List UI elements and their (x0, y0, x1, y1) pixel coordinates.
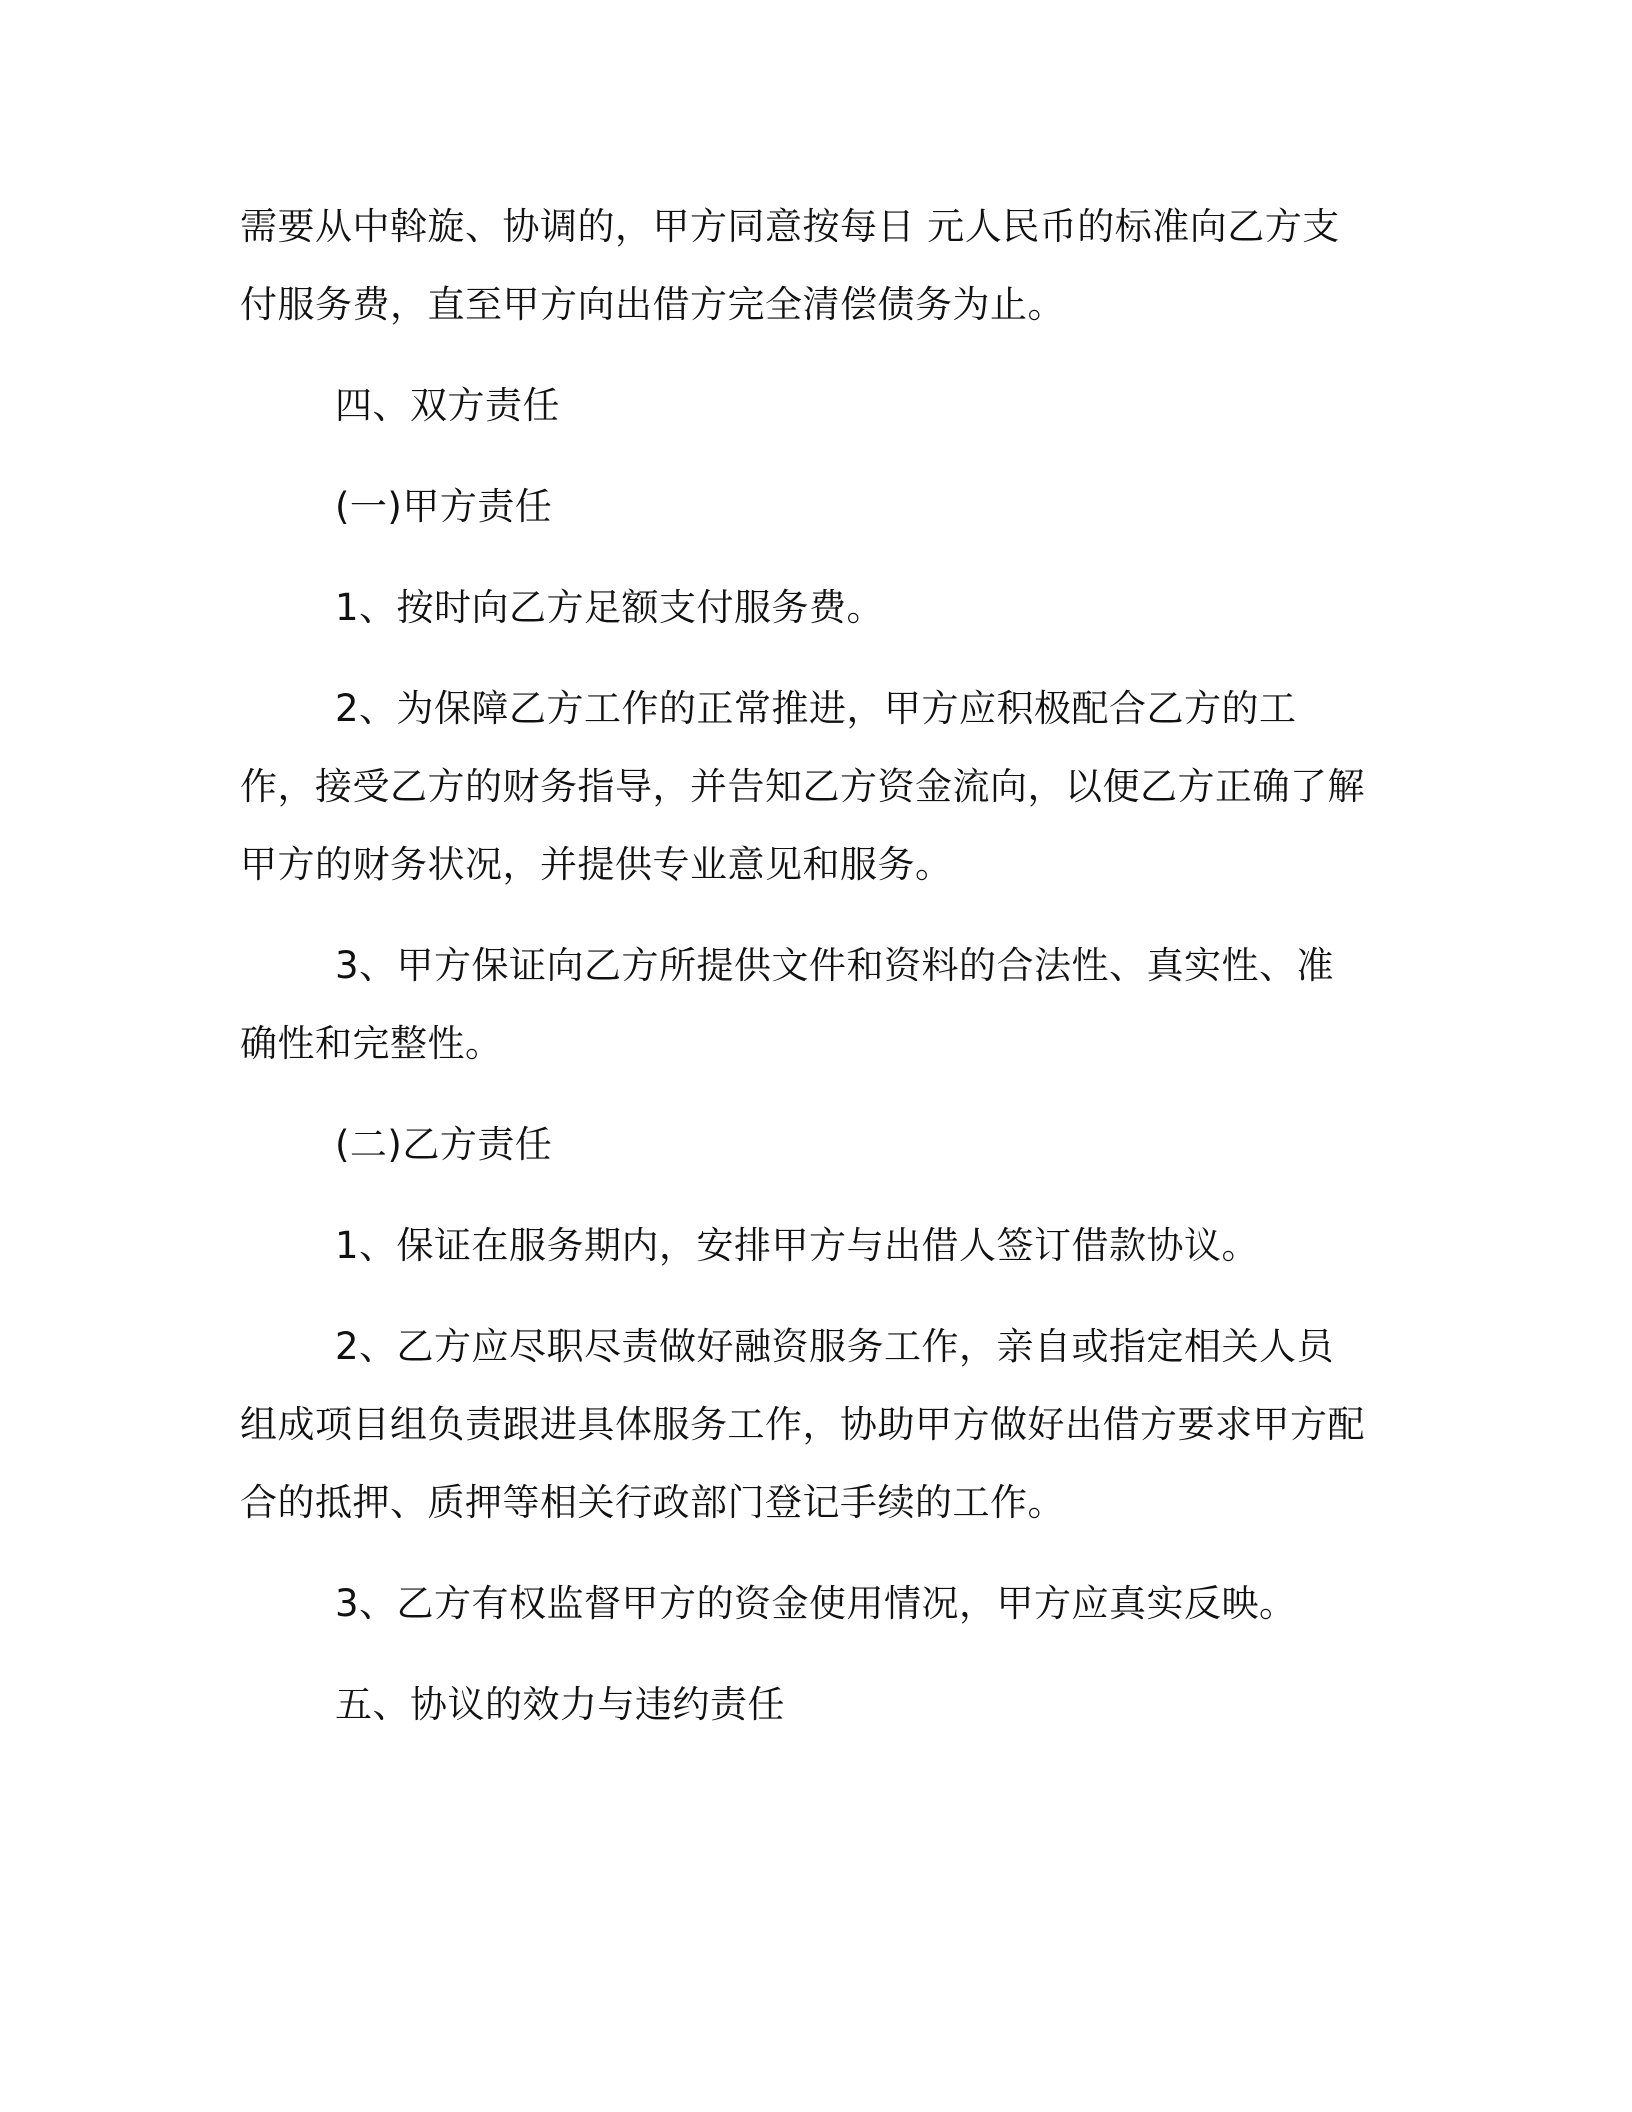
party-a-clause-3: 3、甲方保证向乙方所提供文件和资料的合法性、真实性、准确性和完整性。 (240, 944, 1335, 1065)
section-heading-validity-liability: 五、协议的效力与违约责任 (335, 1683, 785, 1726)
section-heading-mutual-responsibilities: 四、双方责任 (335, 384, 560, 427)
paragraph-continuation: 需要从中斡旋、协调的，甲方同意按每日 元人民币的标准向乙方支付服务费，直至甲方向出借方完全清偿债务为止。 (240, 205, 1340, 326)
party-b-clause-3: 3、乙方有权监督甲方的资金使用情况，甲方应真实反映。 (335, 1582, 1297, 1625)
subsection-heading-party-b: (二)乙方责任 (335, 1123, 553, 1166)
subsection-heading-party-a: (一)甲方责任 (335, 485, 553, 528)
party-a-clause-2: 2、为保障乙方工作的正常推进，甲方应积极配合乙方的工作，接受乙方的财务指导，并告知乙方资金流向，以便乙方正确了解甲方的财务状况，并提供专业意见和服务。 (240, 687, 1365, 886)
party-b-clause-2: 2、乙方应尽职尽责做好融资服务工作，亲自或指定相关人员组成项目组负责跟进具体服务工作，协助甲方做好出借方要求甲方配合的抵押、质押等相关行政部门登记手续的工作。 (240, 1325, 1365, 1524)
party-a-clause-1: 1、按时向乙方足额支付服务费。 (335, 586, 885, 629)
document-body (240, 188, 1365, 1767)
party-b-clause-1: 1、保证在服务期内，安排甲方与出借人签订借款协议。 (335, 1224, 1260, 1267)
